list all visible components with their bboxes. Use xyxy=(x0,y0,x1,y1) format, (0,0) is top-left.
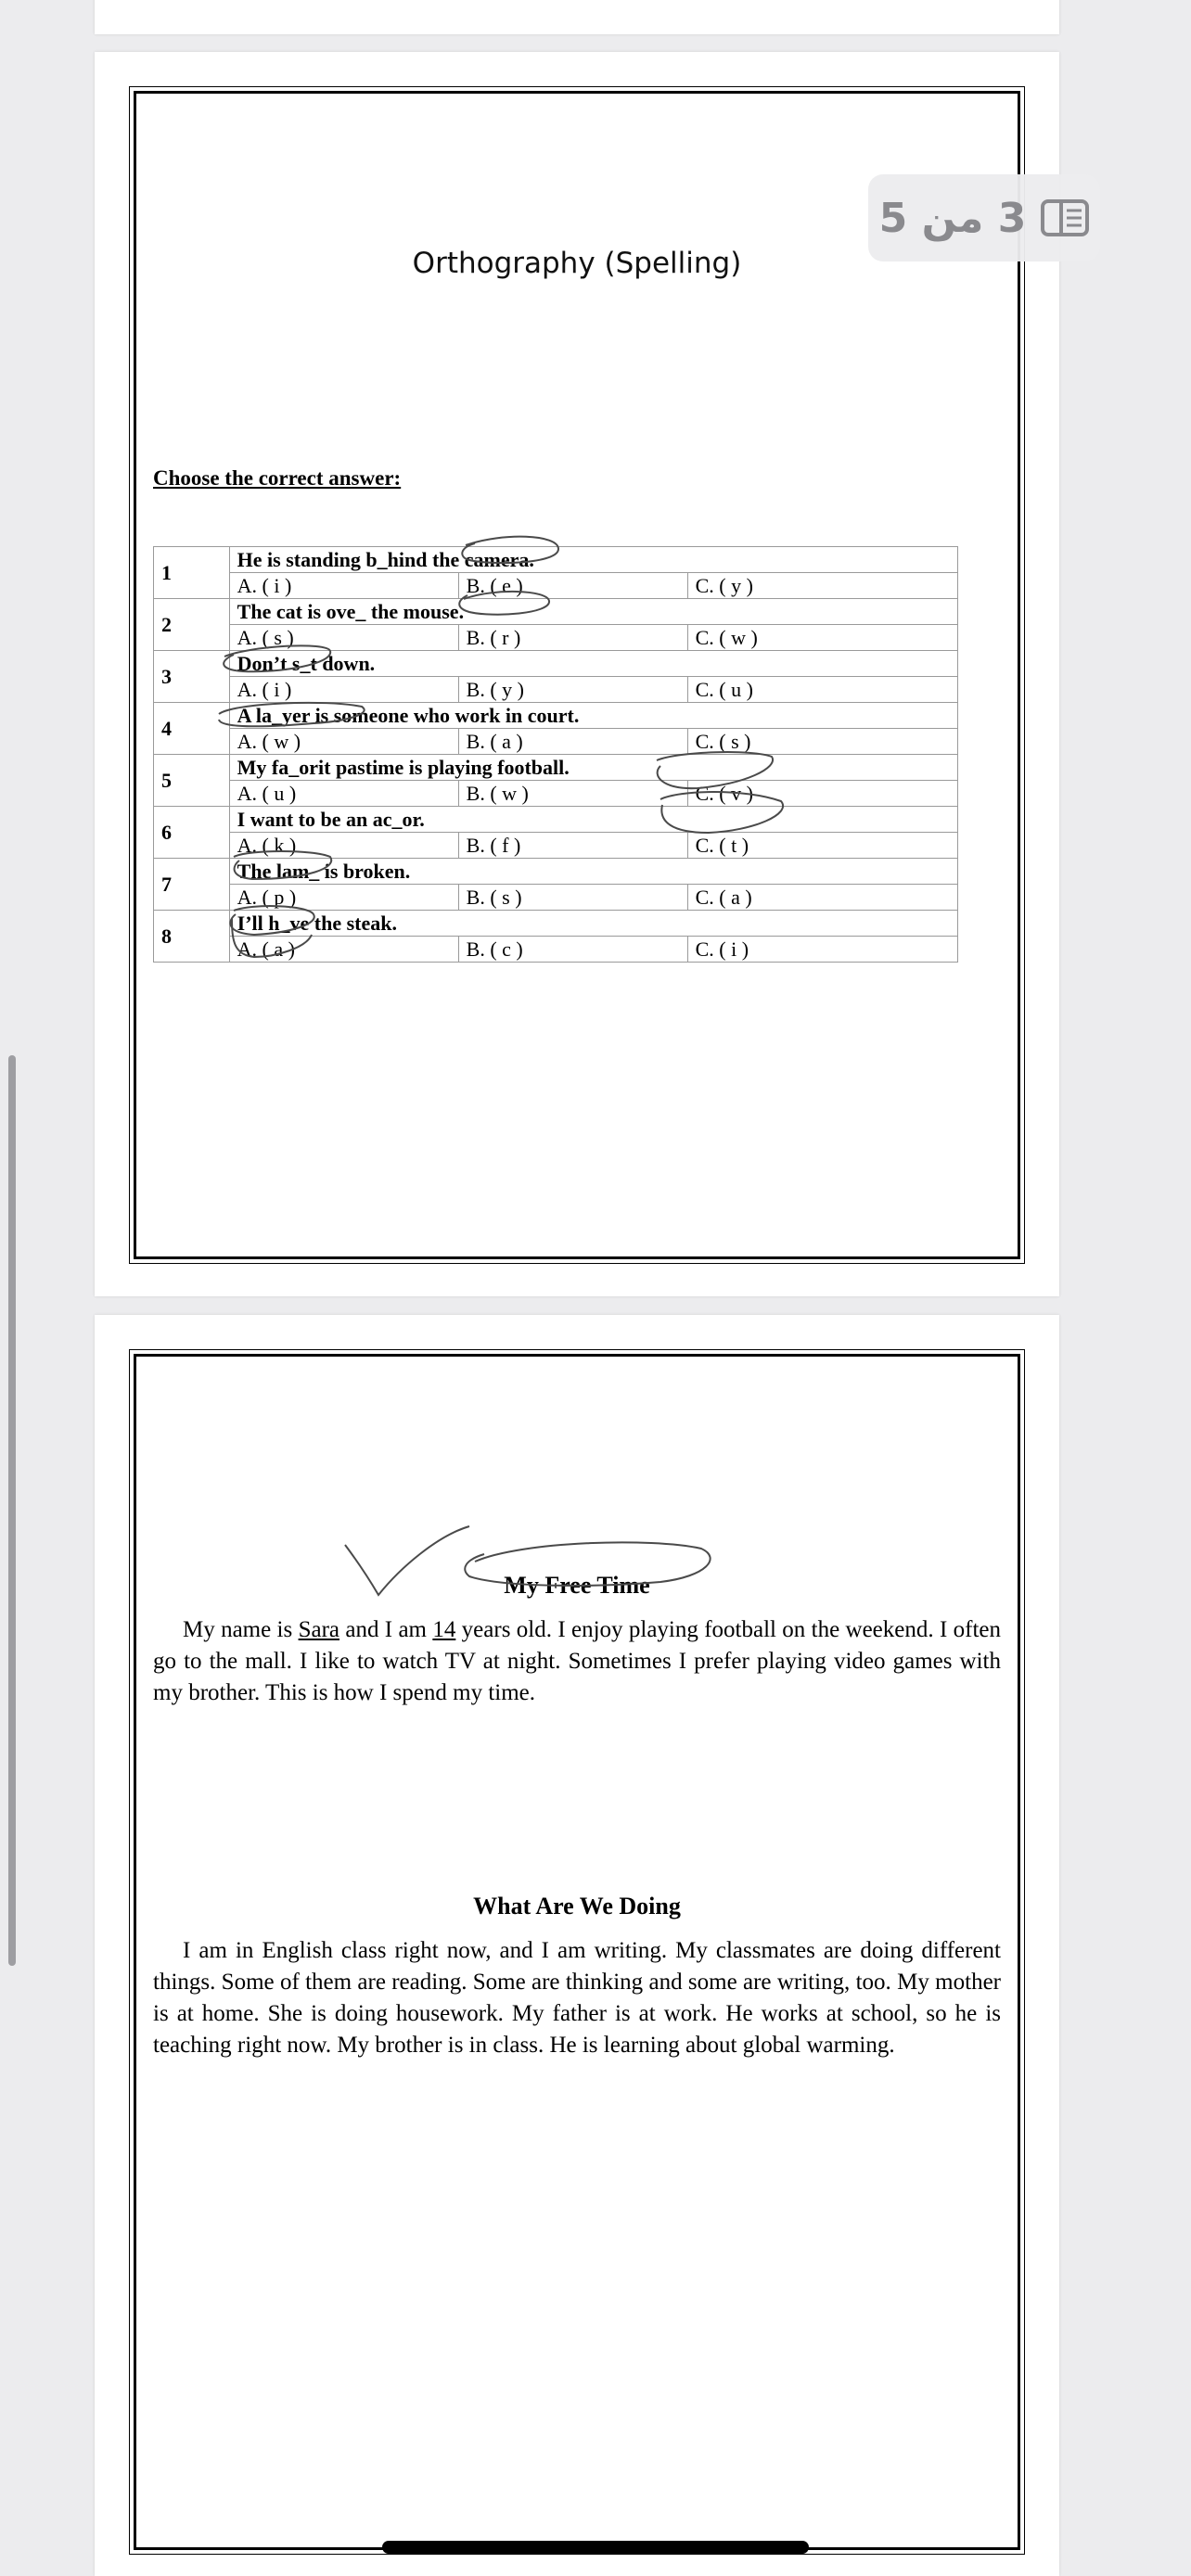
question-text: I want to be an ac_or. xyxy=(229,807,957,833)
option-c: C. ( v ) xyxy=(687,781,957,807)
option-a: A. ( u ) xyxy=(229,781,458,807)
question-text: The lam_ is broken. xyxy=(229,859,957,885)
story-title-free-time: My Free Time xyxy=(504,1572,650,1599)
question-number: 5 xyxy=(154,755,230,807)
question-row xyxy=(154,599,958,625)
story-text: My name is xyxy=(183,1617,299,1642)
quiz-table xyxy=(153,546,958,963)
question-number: 1 xyxy=(154,547,230,599)
question-number: 6 xyxy=(154,807,230,859)
question-number: 3 xyxy=(154,651,230,703)
page-border xyxy=(134,1354,1020,2550)
option-c: C. ( t ) xyxy=(687,833,957,859)
underlined-name: Sara xyxy=(298,1617,339,1642)
question-text: Don’t s_t down. xyxy=(229,651,957,677)
question-row xyxy=(154,859,958,885)
underlined-age: 14 xyxy=(432,1617,456,1642)
home-indicator[interactable] xyxy=(382,2541,809,2554)
question-row xyxy=(154,911,958,937)
pdf-page-4 xyxy=(95,1315,1059,2576)
option-b: B. ( f ) xyxy=(458,833,687,859)
previous-page xyxy=(95,0,1059,34)
page-counter-text: 3 من 5 xyxy=(878,194,1027,242)
option-a: A. ( i ) xyxy=(229,677,458,703)
question-row xyxy=(154,755,958,781)
question-row xyxy=(154,547,958,573)
question-row xyxy=(154,703,958,729)
option-a: A. ( i ) xyxy=(229,573,458,599)
options-row xyxy=(154,625,958,651)
options-row xyxy=(154,781,958,807)
option-b: B. ( e ) xyxy=(458,573,687,599)
option-a: A. ( k ) xyxy=(229,833,458,859)
question-text: He is standing b_hind the camera. xyxy=(229,547,957,573)
option-b: B. ( y ) xyxy=(458,677,687,703)
option-a: A. ( s ) xyxy=(229,625,458,651)
question-text: I’ll h_ve the steak. xyxy=(229,911,957,937)
story-text: and I am xyxy=(339,1617,433,1642)
option-c: C. ( w ) xyxy=(687,625,957,651)
option-c: C. ( y ) xyxy=(687,573,957,599)
option-b: B. ( s ) xyxy=(458,885,687,911)
options-row xyxy=(154,833,958,859)
option-c: C. ( s ) xyxy=(687,729,957,755)
options-row xyxy=(154,937,958,963)
options-row xyxy=(154,573,958,599)
option-c: C. ( i ) xyxy=(687,937,957,963)
option-b: B. ( a ) xyxy=(458,729,687,755)
question-number: 8 xyxy=(154,911,230,963)
option-a: A. ( w ) xyxy=(229,729,458,755)
story-body-what-are-we-doing: I am in English class right now, and I am writing. My classmates are doing different things. Some of them are reading. Some are thinking and some are writing, too. My mother is at home. She is doing housework. My father is at work. He works at school, so he is teaching right now. My brother is in class. He is learning about global warming. xyxy=(153,1938,1001,2058)
option-b: B. ( r ) xyxy=(458,625,687,651)
question-row xyxy=(154,807,958,833)
option-a: A. ( a ) xyxy=(229,937,458,963)
question-number: 4 xyxy=(154,703,230,755)
story-text: years old. I enjoy playing football on the weekend. I often go to the mall. I like to watch TV at night. Sometimes I prefer playing video games with my brother. This is how I spend my time. xyxy=(153,1617,1001,1705)
split-view-icon xyxy=(1041,199,1089,236)
options-row xyxy=(154,885,958,911)
question-row xyxy=(154,651,958,677)
options-row xyxy=(154,729,958,755)
scrollbar[interactable] xyxy=(8,1055,16,1966)
option-b: B. ( w ) xyxy=(458,781,687,807)
option-b: B. ( c ) xyxy=(458,937,687,963)
question-text: A la_yer is someone who work in court. xyxy=(229,703,957,729)
option-c: C. ( a ) xyxy=(687,885,957,911)
question-text: The cat is ove_ the mouse. xyxy=(229,599,957,625)
worksheet-title: Orthography (Spelling) xyxy=(412,247,742,280)
instruction-text: Choose the correct answer: xyxy=(153,466,402,490)
question-text: My fa_orit pastime is playing football. xyxy=(229,755,957,781)
question-number: 2 xyxy=(154,599,230,651)
options-row xyxy=(154,677,958,703)
page-border xyxy=(134,91,1020,1259)
page-counter[interactable] xyxy=(868,174,1100,261)
option-a: A. ( p ) xyxy=(229,885,458,911)
story-title-what-are-we-doing: What Are We Doing xyxy=(473,1893,681,1919)
question-number: 7 xyxy=(154,859,230,911)
story-body-free-time xyxy=(153,1614,1001,1709)
option-c: C. ( u ) xyxy=(687,677,957,703)
